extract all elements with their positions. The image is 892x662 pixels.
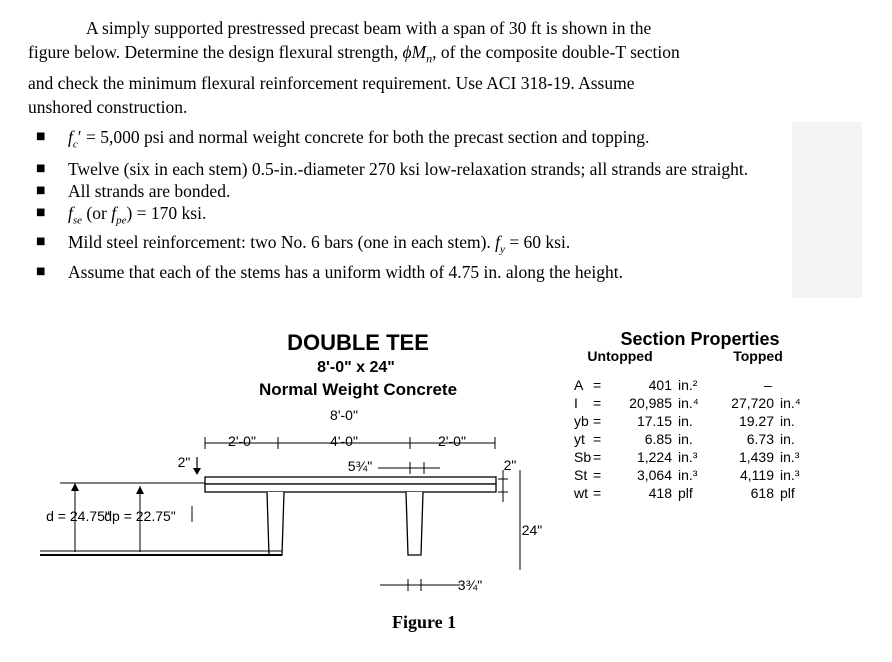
prop-symbol: I [574, 395, 578, 411]
prop-untopped-unit: in.² [678, 377, 698, 393]
prop-untopped-unit: plf [678, 485, 693, 501]
prop-untopped: 401 [648, 377, 672, 393]
prop-topped: 19.27 [738, 413, 774, 429]
dim-right: 2'-0" [438, 433, 466, 449]
prop-equals: = [593, 449, 602, 465]
prop-untopped: 1,224 [636, 449, 672, 465]
dim-depth: 24" [521, 522, 543, 538]
assumption-item: ■ Assume that each of the stems has a uniform width of 4.75 in. along the height. [36, 261, 624, 282]
prop-topped: 618 [750, 485, 774, 501]
props-row [574, 377, 772, 393]
problem-line: A simply supported prestressed precast beam with a span of 30 ft is shown in the [86, 18, 652, 38]
figure-caption: Figure 1 [392, 612, 457, 632]
dim-left: 2'-0" [228, 433, 256, 449]
assumption-item: ■ $f_c' = 5,000$ psi and normal weight concrete for both the precast section and topping. [36, 127, 650, 151]
dim-mid: 4'-0" [330, 433, 358, 449]
right-stem [406, 492, 423, 555]
prop-untopped-unit: in.³ [678, 467, 698, 483]
d-label: d = 24.75" [46, 508, 110, 524]
figure-size: 8'-0" x 24" [317, 359, 395, 376]
prop-symbol: A [574, 377, 584, 393]
col-untopped: Untopped [587, 348, 653, 364]
figure-title: DOUBLE TEE [287, 330, 429, 355]
props-row [574, 449, 800, 465]
prop-topped: – [764, 377, 772, 393]
prop-topped-unit: in. [780, 431, 795, 447]
prop-untopped: 20,985 [629, 395, 672, 411]
prop-topped: 27,720 [731, 395, 774, 411]
bullet-icon: ■ [36, 265, 46, 277]
double-tee-figure [0, 320, 892, 662]
dim-stem-bottom: 3¾" [457, 577, 483, 593]
flange [205, 484, 496, 492]
assumption-item: ■ Mild steel reinforcement: two No. 6 bars (one in each stem). $f_y = 60$ ksi. [36, 232, 571, 256]
bullet-icon: ■ [36, 162, 46, 174]
problem-line: unshored construction. [28, 96, 188, 117]
prop-topped: 4,119 [740, 467, 774, 483]
prop-topped-unit: in. [780, 413, 795, 429]
problem-statement [28, 16, 780, 119]
prop-symbol: wt [574, 485, 588, 501]
prop-symbol: Sb [574, 449, 592, 465]
props-row [574, 413, 795, 429]
prop-untopped-unit: in.³ [678, 449, 698, 465]
prop-topped: 1,439 [738, 449, 774, 465]
col-topped: Topped [733, 348, 783, 364]
prop-untopped: 3,064 [636, 467, 672, 483]
prop-untopped-unit: in.⁴ [678, 395, 699, 411]
left-stem [267, 492, 284, 555]
dim-total-width: 8'-0" [330, 407, 358, 423]
prop-untopped: 6.85 [644, 431, 672, 447]
dim-topping: 2" [177, 454, 191, 470]
dim-flange: 2" [503, 457, 517, 473]
prop-equals: = [593, 431, 602, 447]
problem-line: figure below. Determine the design flexural strength, $\phi M_n$, of the composite double-T section [28, 42, 680, 66]
assumption-list [36, 126, 816, 283]
bullet-icon: ■ [36, 184, 46, 196]
prop-topped-unit: in.⁴ [780, 395, 801, 411]
prop-untopped: 17.15 [636, 413, 672, 429]
prop-untopped-unit: in. [678, 431, 693, 447]
prop-equals: = [593, 467, 602, 483]
topping-slab [205, 477, 496, 484]
bullet-icon: ■ [36, 236, 46, 247]
dp-label: dp = 22.75" [104, 508, 176, 524]
prop-untopped: 418 [648, 485, 672, 501]
figure-concrete: Normal Weight Concrete [258, 380, 458, 399]
assumption-item: ■ Twelve (six in each stem) 0.5-in.-diameter 270 ksi low-relaxation strands; all strands are straight. [36, 158, 749, 179]
prop-equals: = [593, 395, 602, 411]
dim-stem-top: 5¾" [347, 458, 373, 474]
prop-untopped-unit: in. [678, 413, 693, 429]
bullet-icon: ■ [36, 131, 46, 142]
prop-symbol: yt [574, 431, 585, 447]
problem-line: and check the minimum flexural reinforcement requirement. Use ACI 318-19. Assume [28, 72, 635, 93]
assumption-item: ■ All strands are bonded. [36, 180, 231, 201]
prop-equals: = [593, 485, 602, 501]
prop-equals: = [593, 413, 602, 429]
prop-topped-unit: in.³ [780, 467, 800, 483]
prop-equals: = [593, 377, 602, 393]
prop-topped-unit: plf [780, 485, 795, 501]
prop-symbol: St [574, 467, 588, 483]
props-row [574, 395, 801, 411]
props-row [573, 485, 795, 501]
prop-topped-unit: in.³ [780, 449, 800, 465]
bullet-icon: ■ [36, 206, 46, 218]
prop-topped: 6.73 [746, 431, 774, 447]
prop-symbol: yb [574, 413, 589, 429]
props-row [574, 467, 800, 483]
section-properties-title: Section Properties [620, 329, 780, 349]
assumption-item: ■ $f_{se}$ (or $f_{pe}) = 170$ ksi. [36, 202, 207, 226]
props-row [574, 431, 795, 447]
